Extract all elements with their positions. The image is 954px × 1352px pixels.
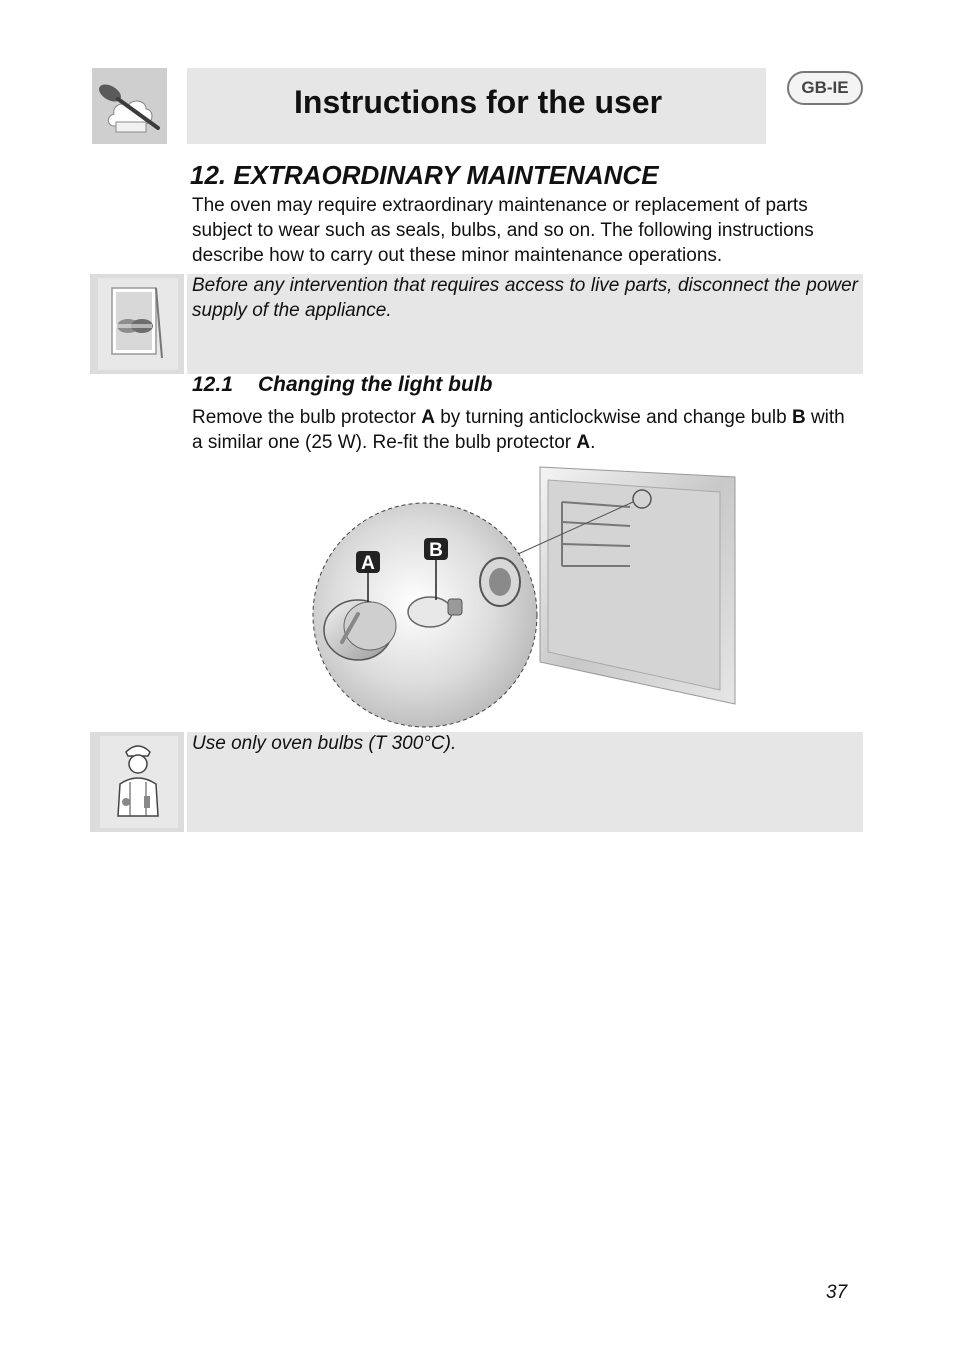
subsection-title — [192, 373, 492, 397]
section-title: 12. EXTRAORDINARY MAINTENANCE — [190, 160, 659, 190]
instruction-text: Remove the bulb protector — [192, 407, 422, 428]
callout-a: A — [361, 553, 375, 574]
technician-icon-cell — [90, 732, 184, 832]
label-a: A — [576, 432, 591, 453]
instruction-text: . — [590, 432, 596, 453]
label-b: B — [791, 407, 806, 428]
subsection-number: 12.1 — [192, 373, 233, 396]
warning-icon-cell — [90, 274, 184, 374]
warning-note-text: Before any intervention that requires access to live parts, disconnect the power supply of the appliance. — [192, 275, 858, 321]
bulb-instructions — [192, 405, 858, 455]
section-intro: The oven may require extraordinary maintenance or replacement of parts subject to wear such as seals, bulbs, and so on. The following instructions describe how to carry out these minor maintenance operations. — [192, 195, 814, 266]
callout-b: B — [429, 540, 443, 561]
label-a: A — [421, 407, 435, 428]
instruction-text: with a similar one (25 W). Re-fit the bulb protector — [192, 407, 845, 453]
technician-icon — [90, 732, 184, 832]
technician-note-text: Use only oven bulbs (T 300°C). — [192, 733, 457, 754]
bulb-illustration — [300, 462, 750, 728]
brand-logo — [92, 68, 167, 144]
power-socket-icon — [90, 274, 184, 374]
chef-spoon-icon — [92, 68, 167, 144]
page-title: Instructions for the user — [294, 84, 663, 120]
oven-bulb-diagram — [300, 462, 750, 728]
instruction-text: by turning anticlockwise and change bulb — [434, 407, 792, 428]
language-badge: GB-IE — [787, 71, 863, 105]
page-number: 37 — [826, 1282, 848, 1303]
subsection-title-text: Changing the light bulb — [258, 373, 493, 396]
